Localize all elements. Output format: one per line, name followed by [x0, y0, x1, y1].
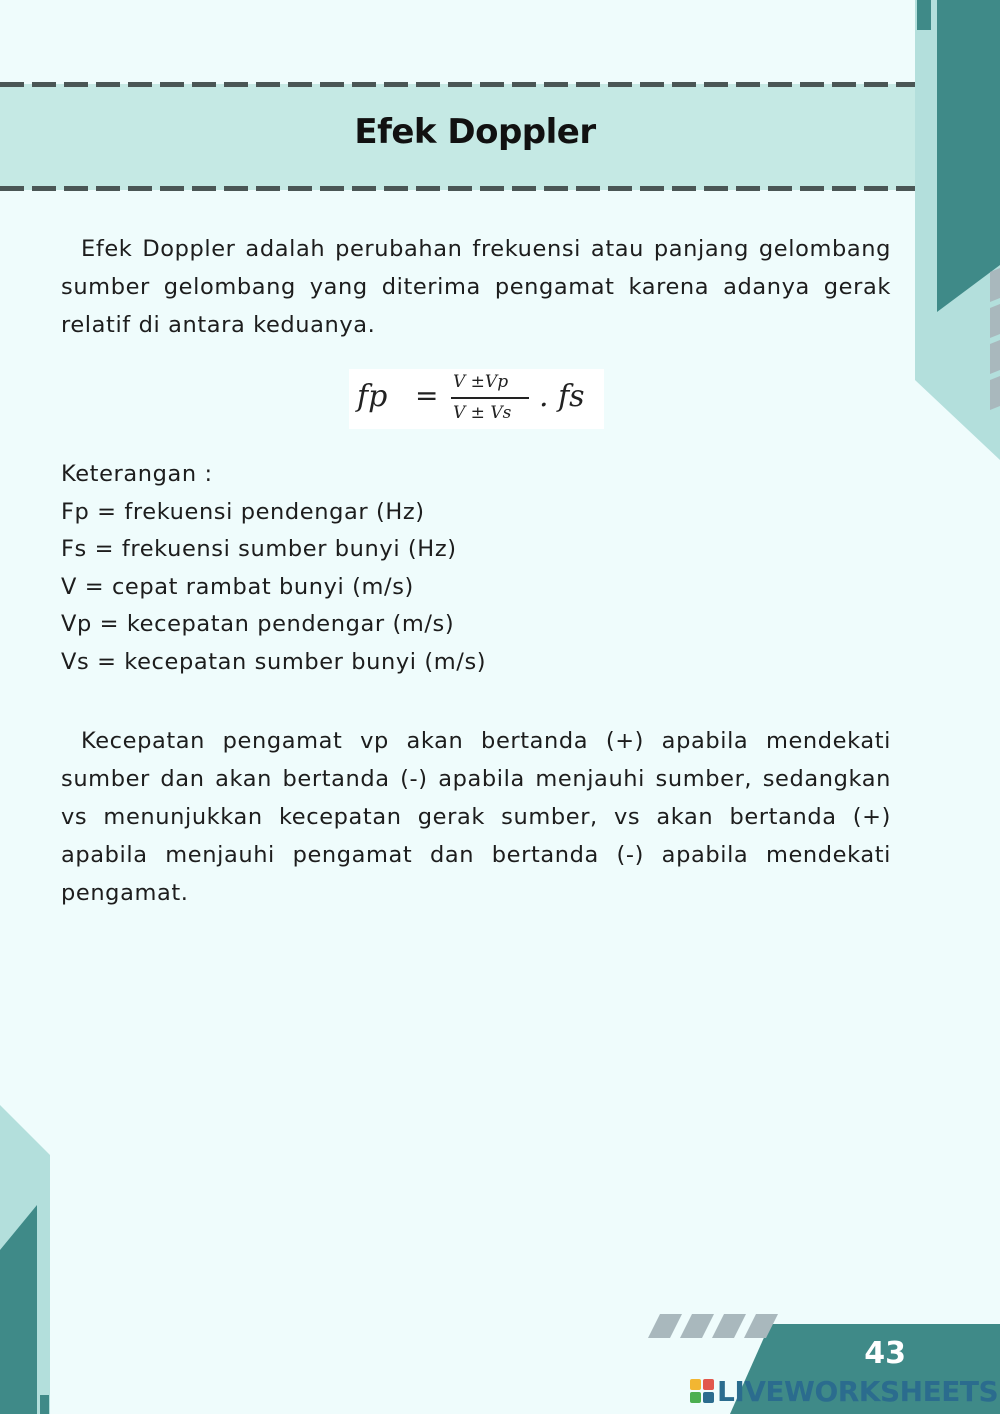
formula-rhs: . fs — [539, 379, 585, 414]
liveworksheets-logo[interactable] — [690, 1374, 998, 1408]
intro-paragraph: Efek Doppler adalah perubahan frekuensi atau panjang gelombang sumber gelombang yang diterima pengamat karena adanya gerak relatif di antara keduanya. — [61, 236, 891, 338]
formula-equals: = — [415, 379, 439, 412]
fraction-bar — [451, 397, 529, 399]
legend-item: Fp = frekuensi pendengar (Hz) — [61, 498, 425, 525]
liveworksheets-icon — [690, 1379, 714, 1403]
intro-section — [61, 230, 891, 344]
liveworksheets-brand: LIVEWORKSHEETS — [717, 1374, 999, 1408]
page-title: Efek Doppler — [354, 112, 596, 152]
title-top-dashes — [0, 82, 915, 87]
formula-lhs: fp — [357, 379, 388, 414]
legend-item: Fs = frekuensi sumber bunyi (Hz) — [61, 536, 457, 563]
legend-item: V = cepat rambat bunyi (m/s) — [61, 573, 414, 600]
page-number: 43 — [864, 1336, 906, 1371]
title-bottom-dashes — [0, 186, 915, 191]
legend-item: Vs = kecepatan sumber bunyi (m/s) — [61, 648, 487, 675]
legend-item: Vp = kecepatan pendengar (m/s) — [61, 611, 455, 638]
explanation-paragraph: Kecepatan pengamat vp akan bertanda (+) apabila mendekati sumber dan akan bertanda (-) apabila menjauhi sumber, sedangkan vs menunjukkan kecepatan gerak sumber, vs akan bertanda (+) apabila menjauhi pengamat dan bertanda (-) apabila mendekati pengamat. — [61, 728, 891, 906]
formula-denominator: V ± Vs — [453, 403, 512, 423]
legend-list — [61, 456, 486, 682]
formula-numerator: V ±Vp — [453, 372, 509, 392]
explanation-section — [61, 722, 891, 912]
doppler-formula — [349, 369, 604, 429]
legend-heading: Keterangan : — [61, 461, 213, 487]
